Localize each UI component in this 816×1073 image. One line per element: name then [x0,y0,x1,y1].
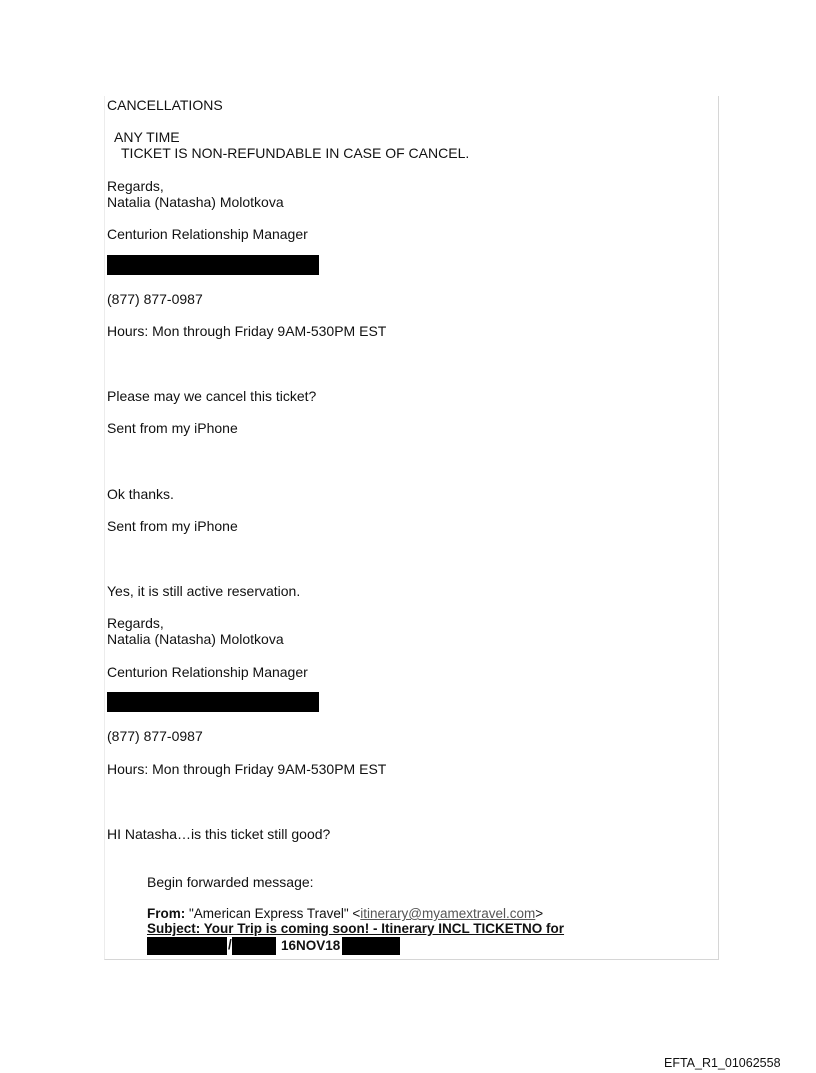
reply1-phone: (877) 877-0987 [107,291,203,307]
cancellations-rule: TICKET IS NON-REFUNDABLE IN CASE OF CANCEL. [121,145,470,161]
forwarded-intro: Begin forwarded message: [147,874,314,890]
reply2-phone: (877) 877-0987 [107,728,203,744]
reply2-regards: Regards, [107,615,164,631]
reply1-regards: Regards, [107,178,164,194]
msg-ok-sent: Sent from my iPhone [107,518,238,534]
redaction-bar [232,937,276,955]
msg-question-body: HI Natasha…is this ticket still good? [107,826,331,842]
cancellations-when: ANY TIME [114,129,180,145]
redaction-bar [147,937,227,955]
forwarded-from-line [147,906,543,922]
from-label: From: [147,906,186,921]
reply2-hours: Hours: Mon through Friday 9AM-530PM EST [107,761,387,777]
cancellations-heading: CANCELLATIONS [107,97,223,113]
msg-cancel-body: Please may we cancel this ticket? [107,388,317,404]
reply1-name: Natalia (Natasha) Molotkova [107,194,284,210]
reply1-title: Centurion Relationship Manager [107,226,308,242]
redaction-bar [107,255,319,275]
redaction-bar [107,692,319,712]
from-close: > [535,906,544,921]
subject-date: 16NOV18 [281,938,341,953]
msg-ok-body: Ok thanks. [107,486,174,502]
redaction-bar [342,937,400,955]
reply2-title: Centurion Relationship Manager [107,664,308,680]
reply2-body: Yes, it is still active reservation. [107,583,301,599]
from-name: "American Express Travel" < [189,906,361,921]
msg-cancel-sent: Sent from my iPhone [107,420,238,436]
reply1-hours: Hours: Mon through Friday 9AM-530PM EST [107,323,387,339]
from-email-link[interactable]: itinerary@myamextravel.com [360,906,536,921]
reply2-name: Natalia (Natasha) Molotkova [107,631,284,647]
document-id: EFTA_R1_01062558 [664,1056,781,1070]
subject-slash: / [228,937,232,952]
forwarded-subject: Subject: Your Trip is coming soon! - Itinerary INCL TICKETNO for [147,921,565,936]
